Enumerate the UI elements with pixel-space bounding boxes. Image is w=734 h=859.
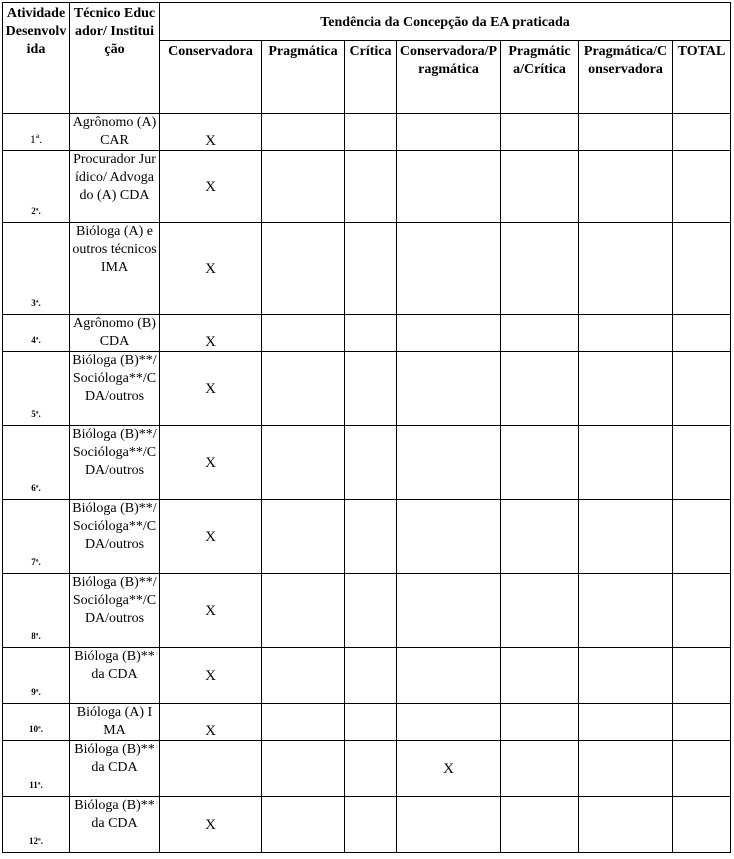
technician-cell: Agrônomo (B) CDA: [70, 315, 160, 352]
category-cell: [579, 797, 673, 853]
table-row: [3, 352, 731, 426]
category-cell: [345, 574, 397, 648]
category-cell: [262, 574, 345, 648]
category-cell: [501, 352, 579, 426]
activity-number: 3ª.: [3, 223, 70, 315]
category-cell: [397, 704, 501, 741]
category-cell: [345, 500, 397, 574]
category-cell: [262, 352, 345, 426]
category-cell: [501, 223, 579, 315]
category-cell: [501, 114, 579, 151]
technician-cell: Bióloga (B)**/Socióloga**/CDA/outros: [70, 352, 160, 426]
category-cell: [262, 741, 345, 797]
header-cat-pragmatica: Pragmática: [262, 41, 345, 114]
category-cell: [579, 223, 673, 315]
category-cell: [579, 426, 673, 500]
technician-cell: Bióloga (A) e outros técnicos IMA: [70, 223, 160, 315]
header-technician: Técnico Educador/ Instituição: [70, 3, 160, 114]
category-cell: [673, 114, 731, 151]
table-row: [3, 223, 731, 315]
category-cell: [501, 741, 579, 797]
category-cell: [397, 315, 501, 352]
header-cat-total: TOTAL: [673, 41, 731, 114]
category-cell: [345, 797, 397, 853]
table-row: [3, 574, 731, 648]
table-row: [3, 315, 731, 352]
activity-number: 12ª.: [3, 797, 70, 853]
category-cell: [579, 704, 673, 741]
category-mark: X: [160, 114, 262, 151]
activity-number: 7ª.: [3, 500, 70, 574]
category-cell: [673, 315, 731, 352]
table-row: [3, 797, 731, 853]
table-row: [3, 151, 731, 223]
category-cell: [673, 574, 731, 648]
category-cell: [262, 704, 345, 741]
category-mark: X: [160, 223, 262, 315]
category-cell: [262, 797, 345, 853]
category-cell: [345, 426, 397, 500]
category-cell: [262, 151, 345, 223]
header-cat-conservadora: Conservadora: [160, 41, 262, 114]
category-cell: [673, 151, 731, 223]
category-cell: [397, 223, 501, 315]
technician-cell: Procurador Jurídico/ Advogado (A) CDA: [70, 151, 160, 223]
category-cell: [673, 500, 731, 574]
category-cell: [262, 426, 345, 500]
category-cell: [397, 574, 501, 648]
category-cell: [501, 500, 579, 574]
activity-number: 11ª.: [3, 741, 70, 797]
category-cell: [579, 315, 673, 352]
activity-number: 10ª.: [3, 704, 70, 741]
header-cat-critica: Crítica: [345, 41, 397, 114]
header-activity: Atividade Desenvolvida: [3, 3, 70, 114]
category-cell: [673, 797, 731, 853]
table-row: [3, 648, 731, 704]
table-row: [3, 114, 731, 151]
category-cell: [579, 741, 673, 797]
activity-number: 2ª.: [3, 151, 70, 223]
category-cell: [673, 223, 731, 315]
category-cell: [345, 151, 397, 223]
category-cell: [501, 151, 579, 223]
category-cell: [262, 648, 345, 704]
category-cell: [345, 223, 397, 315]
category-cell: [397, 151, 501, 223]
category-cell: [345, 352, 397, 426]
technician-cell: Agrônomo (A) CAR: [70, 114, 160, 151]
category-cell: [579, 648, 673, 704]
technician-cell: Bióloga (B)**/Socióloga**/CDA/outros: [70, 500, 160, 574]
header-cat-prag-crit: Pragmática/Crítica: [501, 41, 579, 114]
technician-cell: Bióloga (B)**/Socióloga**/CDA/outros: [70, 426, 160, 500]
technician-cell: Bióloga (B)** da CDA: [70, 648, 160, 704]
activity-number: 4ª.: [3, 315, 70, 352]
category-mark: X: [160, 704, 262, 741]
category-cell: [397, 426, 501, 500]
category-cell: [160, 741, 262, 797]
header-cat-cons-prag: Conservadora/Pragmática: [397, 41, 501, 114]
table-row: [3, 500, 731, 574]
category-cell: [397, 352, 501, 426]
activity-number: 1ª.: [3, 114, 70, 151]
category-mark: X: [160, 426, 262, 500]
category-cell: [501, 315, 579, 352]
technician-cell: Bióloga (B)**/Socióloga**/CDA/outros: [70, 574, 160, 648]
category-cell: [579, 352, 673, 426]
category-cell: [501, 574, 579, 648]
category-cell: [579, 151, 673, 223]
technician-cell: Bióloga (A) IMA: [70, 704, 160, 741]
category-cell: [579, 500, 673, 574]
technician-cell: Bióloga (B)** da CDA: [70, 741, 160, 797]
table-row: [3, 704, 731, 741]
category-mark: X: [160, 352, 262, 426]
category-cell: [345, 114, 397, 151]
category-cell: [397, 797, 501, 853]
category-mark: X: [160, 315, 262, 352]
category-cell: [501, 797, 579, 853]
category-cell: [345, 704, 397, 741]
category-cell: [673, 704, 731, 741]
category-mark: X: [160, 648, 262, 704]
category-cell: [262, 114, 345, 151]
category-cell: [262, 315, 345, 352]
technician-cell: Bióloga (B)** da CDA: [70, 797, 160, 853]
category-cell: [673, 426, 731, 500]
activity-number: 8ª.: [3, 574, 70, 648]
concepcao-table: [2, 2, 731, 853]
table-row: [3, 741, 731, 797]
category-cell: [345, 741, 397, 797]
activity-number: 5ª.: [3, 352, 70, 426]
category-mark: X: [397, 741, 501, 797]
activity-number: 9ª.: [3, 648, 70, 704]
category-cell: [501, 648, 579, 704]
category-cell: [345, 648, 397, 704]
category-mark: X: [160, 151, 262, 223]
category-cell: [345, 315, 397, 352]
category-cell: [673, 648, 731, 704]
category-cell: [501, 704, 579, 741]
category-cell: [579, 114, 673, 151]
category-mark: X: [160, 574, 262, 648]
table-row: [3, 426, 731, 500]
header-group-title: Tendência da Concepção da EA praticada: [160, 3, 731, 41]
category-cell: [397, 648, 501, 704]
activity-number: 6ª.: [3, 426, 70, 500]
category-cell: [673, 741, 731, 797]
category-cell: [397, 114, 501, 151]
category-mark: X: [160, 500, 262, 574]
header-cat-prag-cons: Pragmática/Conservadora: [579, 41, 673, 114]
category-cell: [579, 574, 673, 648]
category-cell: [673, 352, 731, 426]
category-mark: X: [160, 797, 262, 853]
category-cell: [397, 500, 501, 574]
category-cell: [262, 223, 345, 315]
category-cell: [262, 500, 345, 574]
category-cell: [501, 426, 579, 500]
